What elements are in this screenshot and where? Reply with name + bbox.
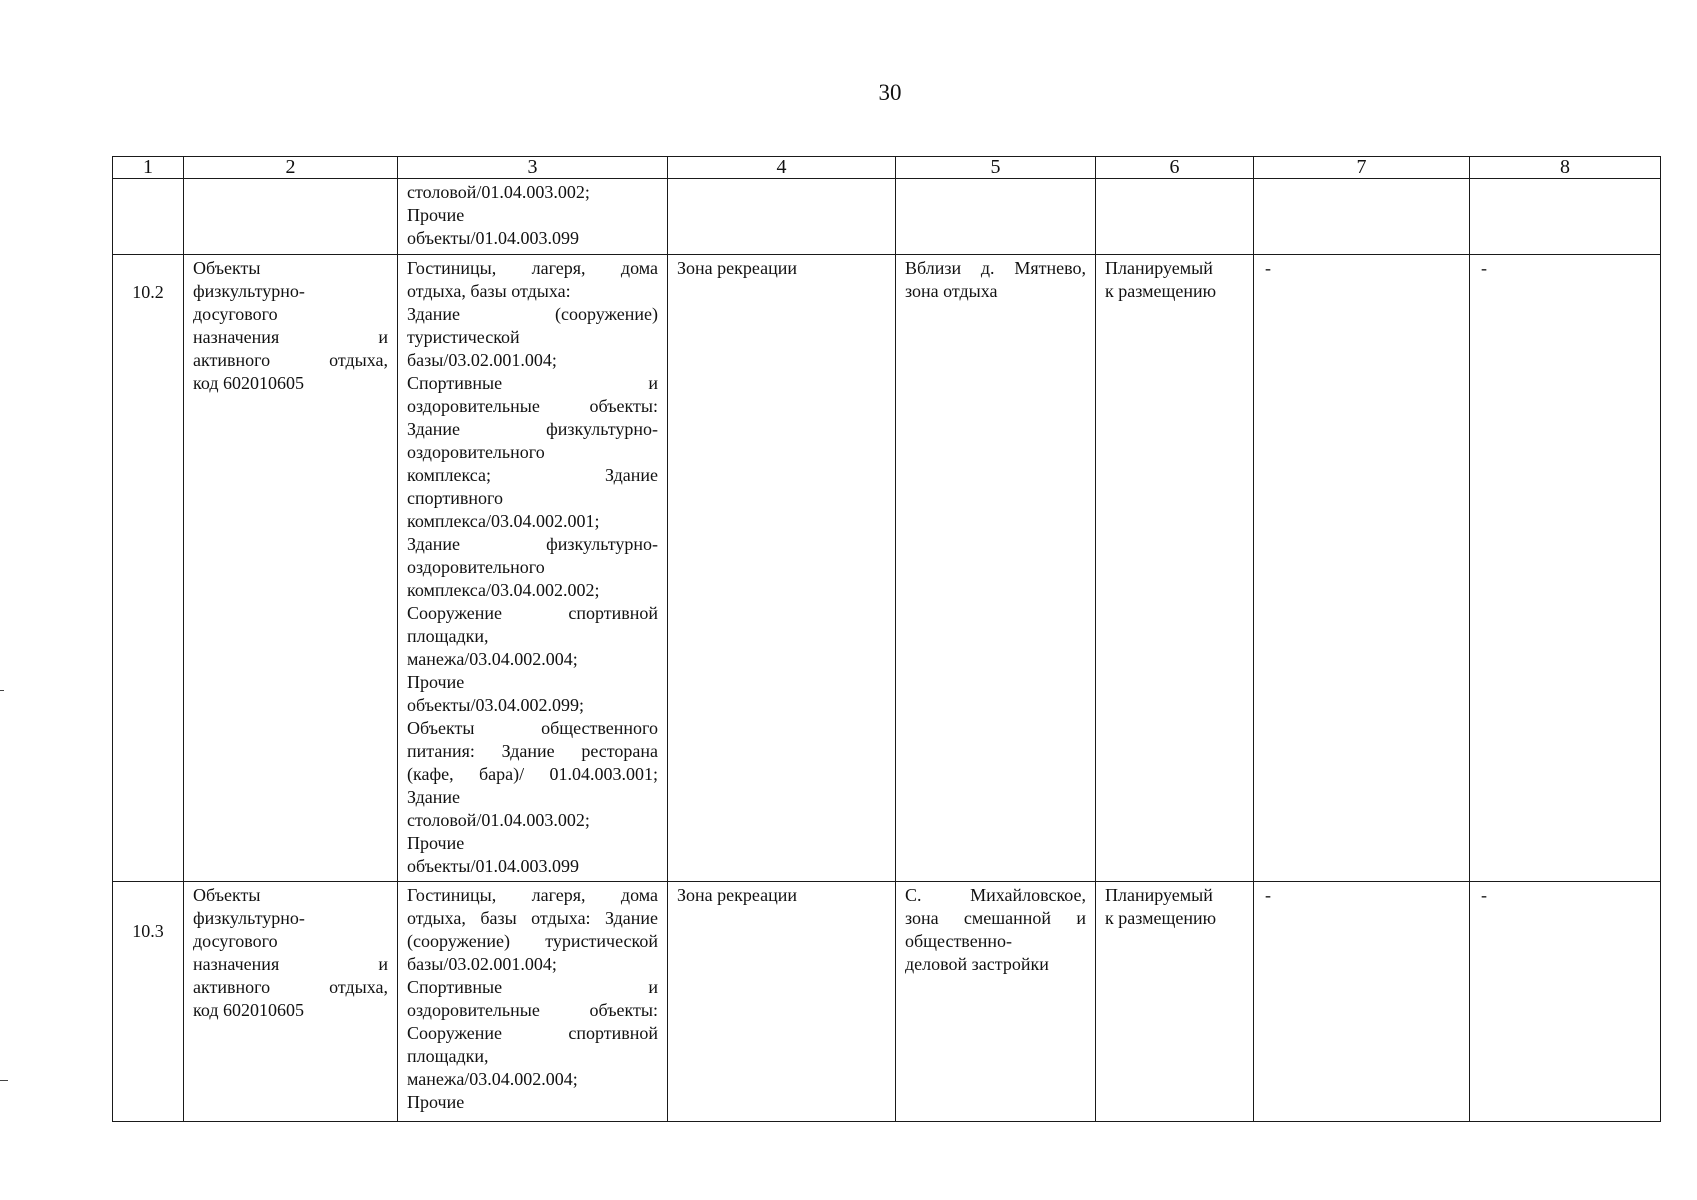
- purpose-line: объекты/01.04.003.099: [407, 856, 579, 876]
- cell-col7: [1254, 179, 1470, 255]
- purpose-line: Здание (сооружение): [407, 304, 658, 324]
- cell-col7: [1254, 255, 1470, 882]
- purpose-line: Прочие: [407, 833, 465, 853]
- column-header: 7: [1254, 157, 1470, 179]
- cell-col8: [1470, 882, 1661, 1122]
- column-header: 5: [896, 157, 1096, 179]
- purpose-line: (кафе, бара)/ 01.04.003.001;: [407, 764, 658, 784]
- cell-number: [113, 882, 184, 1122]
- zone-text: Зона рекреации: [677, 885, 797, 905]
- table-row: [113, 255, 1661, 882]
- cell-zone: [668, 179, 896, 255]
- cell-name: [184, 255, 398, 882]
- row-number: 10.2: [132, 282, 164, 302]
- name-line: досугового: [193, 304, 278, 324]
- table-row: [113, 882, 1661, 1122]
- location-line: общественно-: [905, 931, 1012, 951]
- purpose-line: оздоровительные объекты:: [407, 396, 658, 416]
- purpose-line: питания: Здание ресторана: [407, 741, 658, 761]
- purpose-line: спортивного: [407, 488, 503, 508]
- cell-col8: [1470, 255, 1661, 882]
- cell-purpose: [398, 179, 668, 255]
- row-number: 10.3: [132, 921, 164, 941]
- cell-location: [896, 882, 1096, 1122]
- purpose-line: Здание: [407, 787, 460, 807]
- cell-name: [184, 882, 398, 1122]
- location-line: зона отдыха: [905, 281, 998, 301]
- dash-value: -: [1265, 885, 1271, 905]
- name-line: Объекты: [193, 258, 261, 278]
- location-line: С. Михайловское,: [905, 885, 1086, 905]
- cell-purpose: [398, 255, 668, 882]
- purpose-line: манежа/03.04.002.004;: [407, 649, 578, 669]
- cell-zone: [668, 255, 896, 882]
- purpose-line: Прочие: [407, 205, 465, 225]
- purpose-line: столовой/01.04.003.002;: [407, 810, 590, 830]
- name-line: Объекты: [193, 885, 261, 905]
- cell-number: [113, 179, 184, 255]
- name-line: назначения и: [193, 327, 388, 347]
- column-header: 8: [1470, 157, 1661, 179]
- purpose-line: объекты/01.04.003.099: [407, 228, 579, 248]
- location-line: зона смешанной и: [905, 908, 1086, 928]
- status-line: к размещению: [1105, 281, 1217, 301]
- column-header: 2: [184, 157, 398, 179]
- purpose-line: Спортивные и: [407, 977, 658, 997]
- dash-value: -: [1481, 258, 1487, 278]
- status-line: Планируемый: [1105, 258, 1213, 278]
- cell-zone: [668, 882, 896, 1122]
- cell-purpose: [398, 882, 668, 1122]
- table-header-row: [113, 157, 1661, 179]
- cell-number: [113, 255, 184, 882]
- cell-location: [896, 179, 1096, 255]
- table-row-continuation: [113, 179, 1661, 255]
- name-line: назначения и: [193, 954, 388, 974]
- dash-value: -: [1265, 258, 1271, 278]
- column-header: 3: [398, 157, 668, 179]
- location-line: Вблизи д. Мятнево,: [905, 258, 1086, 278]
- purpose-line: Сооружение спортивной: [407, 603, 658, 623]
- cell-status: [1096, 255, 1254, 882]
- status-line: к размещению: [1105, 908, 1217, 928]
- purpose-line: оздоровительные объекты:: [407, 1000, 658, 1020]
- purpose-line: туристической: [407, 327, 520, 347]
- cell-col7: [1254, 882, 1470, 1122]
- purpose-line: комплекса; Здание: [407, 465, 658, 485]
- purpose-line: манежа/03.04.002.004;: [407, 1069, 578, 1089]
- purpose-line: оздоровительного: [407, 442, 545, 462]
- purpose-line: столовой/01.04.003.002;: [407, 182, 590, 202]
- page-number: 30: [878, 80, 902, 105]
- cell-status: [1096, 882, 1254, 1122]
- column-header: 1: [113, 157, 184, 179]
- purpose-line: базы/03.02.001.004;: [407, 954, 557, 974]
- name-line: код 602010605: [193, 373, 304, 393]
- column-header: 6: [1096, 157, 1254, 179]
- status-line: Планируемый: [1105, 885, 1213, 905]
- purpose-line: Гостиницы, лагеря, дома: [407, 258, 658, 278]
- name-line: активного отдыха,: [193, 350, 388, 370]
- margin-mark: [0, 690, 4, 691]
- purpose-line: Гостиницы, лагеря, дома: [407, 885, 658, 905]
- purpose-line: базы/03.02.001.004;: [407, 350, 557, 370]
- purpose-line: Прочие: [407, 672, 465, 692]
- purpose-line: Спортивные и: [407, 373, 658, 393]
- purpose-line: отдыха, базы отдыха: Здание: [407, 908, 658, 928]
- purpose-line: Прочие: [407, 1092, 465, 1112]
- purpose-line: Сооружение спортивной: [407, 1023, 658, 1043]
- location-line: деловой застройки: [905, 954, 1049, 974]
- purpose-line: (сооружение) туристической: [407, 931, 658, 951]
- name-line: досугового: [193, 931, 278, 951]
- cell-location: [896, 255, 1096, 882]
- purpose-line: оздоровительного: [407, 557, 545, 577]
- purpose-line: Объекты общественного: [407, 718, 658, 738]
- purpose-line: комплекса/03.04.002.002;: [407, 580, 600, 600]
- cell-status: [1096, 179, 1254, 255]
- name-line: физкультурно-: [193, 281, 305, 301]
- purpose-line: площадки,: [407, 626, 489, 646]
- margin-mark: [0, 1080, 8, 1081]
- purpose-line: Здание физкультурно-: [407, 419, 658, 439]
- zone-text: Зона рекреации: [677, 258, 797, 278]
- purpose-line: Здание физкультурно-: [407, 534, 658, 554]
- name-line: активного отдыха,: [193, 977, 388, 997]
- planned-objects-table: [112, 156, 1661, 1122]
- column-header: 4: [668, 157, 896, 179]
- purpose-line: объекты/03.04.002.099;: [407, 695, 584, 715]
- cell-name: [184, 179, 398, 255]
- name-line: код 602010605: [193, 1000, 304, 1020]
- purpose-line: комплекса/03.04.002.001;: [407, 511, 600, 531]
- dash-value: -: [1481, 885, 1487, 905]
- cell-col8: [1470, 179, 1661, 255]
- name-line: физкультурно-: [193, 908, 305, 928]
- purpose-line: площадки,: [407, 1046, 489, 1066]
- purpose-line: отдыха, базы отдыха:: [407, 281, 571, 301]
